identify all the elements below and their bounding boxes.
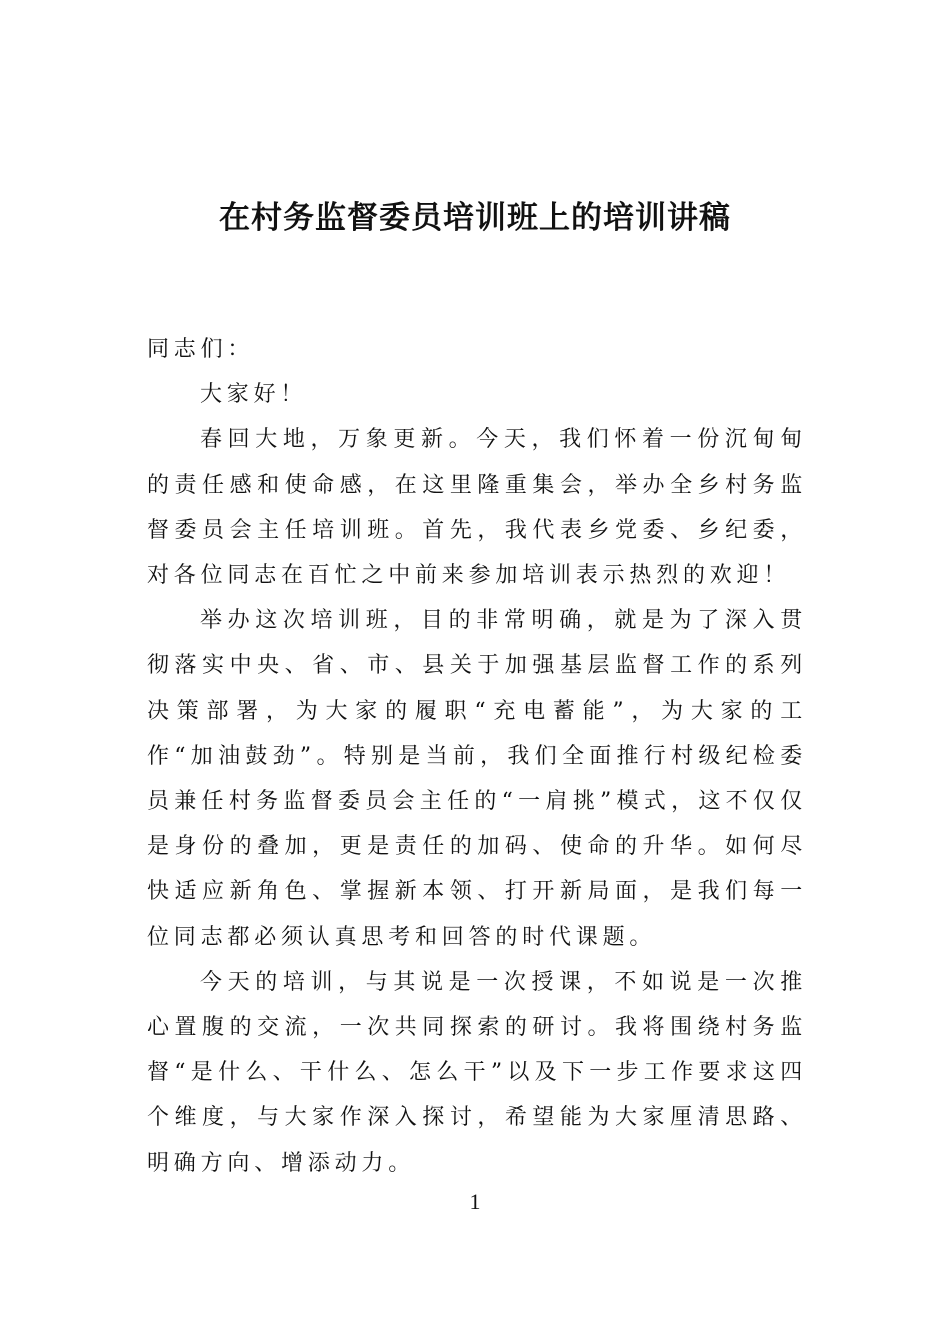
paragraph-greeting: 大家好！ xyxy=(200,382,308,408)
document-title: 在村务监督委员培训班上的培训讲稿 xyxy=(219,200,731,236)
paragraph-purpose: 举办这次培训班，目的非常明确，就是为了深入贯彻落实中央、省、市、县关于加强基层监督工作的系列决策部署，为大家的履职“充电蓄能”，为大家的工作“加油鼓劲”。特别是当前，我们全面推行村级纪检委员兼任村务监督委员会主任的“一肩挑”模式，这不仅仅是身份的叠加，更是责任的加码、使命的升华。如何尽快适应新角色、掌握新本领、打开新局面，是我们每一位同志都必须认真思考和回答的时代课题。 xyxy=(147,608,807,950)
paragraph-opening: 春回大地，万象更新。今天，我们怀着一份沉甸甸的责任感和使命感，在这里隆重集会，举办全乡村务监督委员会主任培训班。首先，我代表乡党委、乡纪委，对各位同志在百忙之中前来参加培训表示热烈的欢迎！ xyxy=(147,427,807,589)
salutation: 同志们： xyxy=(147,337,255,362)
document-body xyxy=(147,327,807,1186)
paragraph-outline: 今天的培训，与其说是一次授课，不如说是一次推心置腹的交流，一次共同探索的研讨。我将围绕村务监督“是什么、干什么、怎么干”以及下一步工作要求这四个维度，与大家作深入探讨，希望能为大家厘清思路、明确方向、增添动力。 xyxy=(147,969,807,1176)
page-number: 1 xyxy=(469,1189,481,1214)
